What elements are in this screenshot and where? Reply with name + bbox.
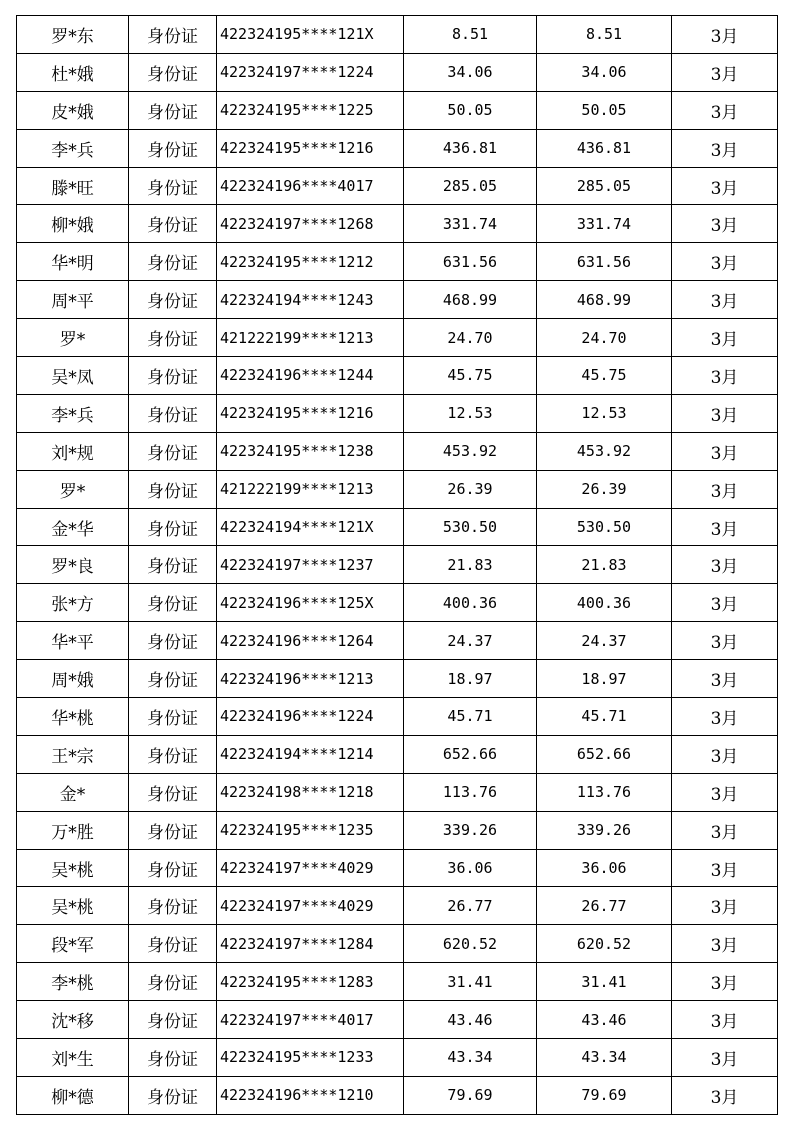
amount-cell: 339.26: [404, 811, 537, 849]
person-name-cell: 金*华: [17, 508, 129, 546]
amount-cell: 34.06: [404, 53, 537, 91]
month-cell: 3月: [672, 622, 778, 660]
id-number-cell: 422324194****1243: [217, 281, 404, 319]
table-row: [17, 167, 778, 205]
table-row: [17, 16, 778, 54]
amount-cell: 45.71: [404, 698, 537, 736]
amount-paid-cell: 331.74: [537, 205, 672, 243]
id-number-cell: 422324198****1218: [217, 773, 404, 811]
id-type-cell: 身份证: [129, 319, 217, 357]
amount-paid-cell: 530.50: [537, 508, 672, 546]
month-cell: 3月: [672, 773, 778, 811]
amount-cell: 21.83: [404, 546, 537, 584]
amount-paid-cell: 468.99: [537, 281, 672, 319]
amount-cell: 36.06: [404, 849, 537, 887]
id-number-cell: 422324197****1268: [217, 205, 404, 243]
id-number-cell: 422324197****4029: [217, 849, 404, 887]
table-row: [17, 91, 778, 129]
month-cell: 3月: [672, 205, 778, 243]
amount-cell: 331.74: [404, 205, 537, 243]
table-row: [17, 508, 778, 546]
person-name-cell: 李*兵: [17, 394, 129, 432]
amount-cell: 31.41: [404, 963, 537, 1001]
table-row: [17, 357, 778, 395]
month-cell: 3月: [672, 357, 778, 395]
person-name-cell: 王*宗: [17, 735, 129, 773]
amount-paid-cell: 45.75: [537, 357, 672, 395]
id-type-cell: 身份证: [129, 281, 217, 319]
id-number-cell: 422324196****1224: [217, 698, 404, 736]
id-type-cell: 身份证: [129, 546, 217, 584]
id-type-cell: 身份证: [129, 698, 217, 736]
id-number-cell: 422324197****1224: [217, 53, 404, 91]
table-row: [17, 773, 778, 811]
id-number-cell: 422324195****1233: [217, 1039, 404, 1077]
person-name-cell: 罗*东: [17, 16, 129, 54]
amount-paid-cell: 43.34: [537, 1039, 672, 1077]
month-cell: 3月: [672, 129, 778, 167]
id-number-cell: 422324195****121X: [217, 16, 404, 54]
id-type-cell: 身份证: [129, 887, 217, 925]
id-type-cell: 身份证: [129, 243, 217, 281]
id-type-cell: 身份证: [129, 925, 217, 963]
person-name-cell: 段*军: [17, 925, 129, 963]
person-name-cell: 皮*娥: [17, 91, 129, 129]
person-name-cell: 周*平: [17, 281, 129, 319]
id-number-cell: 422324195****1216: [217, 129, 404, 167]
amount-paid-cell: 400.36: [537, 584, 672, 622]
id-type-cell: 身份证: [129, 167, 217, 205]
table-row: [17, 205, 778, 243]
person-name-cell: 周*娥: [17, 660, 129, 698]
document-sheet: [16, 15, 778, 1115]
amount-cell: 45.75: [404, 357, 537, 395]
id-number-cell: 422324195****1225: [217, 91, 404, 129]
month-cell: 3月: [672, 167, 778, 205]
table-row: [17, 698, 778, 736]
amount-paid-cell: 26.77: [537, 887, 672, 925]
person-name-cell: 李*兵: [17, 129, 129, 167]
person-name-cell: 吴*凤: [17, 357, 129, 395]
month-cell: 3月: [672, 735, 778, 773]
person-name-cell: 张*方: [17, 584, 129, 622]
amount-cell: 453.92: [404, 432, 537, 470]
id-type-cell: 身份证: [129, 1001, 217, 1039]
month-cell: 3月: [672, 660, 778, 698]
id-type-cell: 身份证: [129, 91, 217, 129]
person-name-cell: 柳*德: [17, 1076, 129, 1114]
amount-cell: 18.97: [404, 660, 537, 698]
table-row: [17, 432, 778, 470]
table-body: [17, 16, 778, 1115]
id-type-cell: 身份证: [129, 205, 217, 243]
amount-cell: 43.46: [404, 1001, 537, 1039]
amount-paid-cell: 113.76: [537, 773, 672, 811]
person-name-cell: 吴*桃: [17, 887, 129, 925]
amount-cell: 652.66: [404, 735, 537, 773]
person-name-cell: 刘*生: [17, 1039, 129, 1077]
month-cell: 3月: [672, 281, 778, 319]
table-row: [17, 1001, 778, 1039]
person-name-cell: 华*桃: [17, 698, 129, 736]
month-cell: 3月: [672, 394, 778, 432]
month-cell: 3月: [672, 698, 778, 736]
table-row: [17, 584, 778, 622]
amount-cell: 631.56: [404, 243, 537, 281]
person-name-cell: 柳*娥: [17, 205, 129, 243]
amount-paid-cell: 21.83: [537, 546, 672, 584]
person-name-cell: 罗*良: [17, 546, 129, 584]
amount-paid-cell: 652.66: [537, 735, 672, 773]
person-name-cell: 罗*: [17, 319, 129, 357]
id-number-cell: 422324194****121X: [217, 508, 404, 546]
amount-paid-cell: 8.51: [537, 16, 672, 54]
table-row: [17, 546, 778, 584]
id-number-cell: 422324196****1264: [217, 622, 404, 660]
amount-paid-cell: 12.53: [537, 394, 672, 432]
id-number-cell: 422324197****4017: [217, 1001, 404, 1039]
table-row: [17, 660, 778, 698]
id-type-cell: 身份证: [129, 53, 217, 91]
amount-cell: 24.70: [404, 319, 537, 357]
id-type-cell: 身份证: [129, 773, 217, 811]
month-cell: 3月: [672, 925, 778, 963]
person-name-cell: 金*: [17, 773, 129, 811]
amount-paid-cell: 436.81: [537, 129, 672, 167]
month-cell: 3月: [672, 963, 778, 1001]
payment-table: [16, 15, 778, 1115]
person-name-cell: 吴*桃: [17, 849, 129, 887]
id-number-cell: 422324196****1244: [217, 357, 404, 395]
month-cell: 3月: [672, 546, 778, 584]
month-cell: 3月: [672, 243, 778, 281]
amount-paid-cell: 24.37: [537, 622, 672, 660]
id-type-cell: 身份证: [129, 432, 217, 470]
month-cell: 3月: [672, 432, 778, 470]
month-cell: 3月: [672, 584, 778, 622]
table-row: [17, 243, 778, 281]
month-cell: 3月: [672, 16, 778, 54]
amount-cell: 468.99: [404, 281, 537, 319]
amount-cell: 43.34: [404, 1039, 537, 1077]
amount-cell: 24.37: [404, 622, 537, 660]
amount-paid-cell: 50.05: [537, 91, 672, 129]
amount-paid-cell: 31.41: [537, 963, 672, 1001]
amount-cell: 79.69: [404, 1076, 537, 1114]
id-type-cell: 身份证: [129, 357, 217, 395]
id-type-cell: 身份证: [129, 660, 217, 698]
amount-paid-cell: 26.39: [537, 470, 672, 508]
month-cell: 3月: [672, 319, 778, 357]
amount-paid-cell: 620.52: [537, 925, 672, 963]
amount-paid-cell: 45.71: [537, 698, 672, 736]
table-row: [17, 622, 778, 660]
id-type-cell: 身份证: [129, 811, 217, 849]
id-number-cell: 422324194****1214: [217, 735, 404, 773]
amount-paid-cell: 43.46: [537, 1001, 672, 1039]
amount-paid-cell: 285.05: [537, 167, 672, 205]
id-type-cell: 身份证: [129, 1076, 217, 1114]
person-name-cell: 华*平: [17, 622, 129, 660]
id-type-cell: 身份证: [129, 963, 217, 1001]
id-number-cell: 422324195****1235: [217, 811, 404, 849]
amount-cell: 530.50: [404, 508, 537, 546]
month-cell: 3月: [672, 508, 778, 546]
month-cell: 3月: [672, 811, 778, 849]
month-cell: 3月: [672, 1039, 778, 1077]
id-type-cell: 身份证: [129, 394, 217, 432]
table-row: [17, 963, 778, 1001]
amount-paid-cell: 36.06: [537, 849, 672, 887]
table-row: [17, 887, 778, 925]
amount-cell: 285.05: [404, 167, 537, 205]
table-row: [17, 849, 778, 887]
id-number-cell: 422324196****1210: [217, 1076, 404, 1114]
id-type-cell: 身份证: [129, 129, 217, 167]
amount-paid-cell: 453.92: [537, 432, 672, 470]
amount-paid-cell: 79.69: [537, 1076, 672, 1114]
amount-cell: 8.51: [404, 16, 537, 54]
id-type-cell: 身份证: [129, 470, 217, 508]
id-number-cell: 422324197****4029: [217, 887, 404, 925]
person-name-cell: 刘*规: [17, 432, 129, 470]
month-cell: 3月: [672, 1001, 778, 1039]
month-cell: 3月: [672, 849, 778, 887]
id-type-cell: 身份证: [129, 735, 217, 773]
person-name-cell: 罗*: [17, 470, 129, 508]
amount-paid-cell: 34.06: [537, 53, 672, 91]
id-type-cell: 身份证: [129, 584, 217, 622]
month-cell: 3月: [672, 1076, 778, 1114]
amount-cell: 50.05: [404, 91, 537, 129]
person-name-cell: 万*胜: [17, 811, 129, 849]
table-row: [17, 1076, 778, 1114]
id-number-cell: 422324195****1238: [217, 432, 404, 470]
table-row: [17, 129, 778, 167]
id-number-cell: 422324195****1212: [217, 243, 404, 281]
id-number-cell: 422324196****125X: [217, 584, 404, 622]
person-name-cell: 杜*娥: [17, 53, 129, 91]
month-cell: 3月: [672, 887, 778, 925]
amount-cell: 26.39: [404, 470, 537, 508]
amount-paid-cell: 631.56: [537, 243, 672, 281]
id-type-cell: 身份证: [129, 508, 217, 546]
month-cell: 3月: [672, 91, 778, 129]
table-row: [17, 281, 778, 319]
table-row: [17, 811, 778, 849]
id-number-cell: 422324196****4017: [217, 167, 404, 205]
amount-paid-cell: 18.97: [537, 660, 672, 698]
table-row: [17, 470, 778, 508]
id-type-cell: 身份证: [129, 16, 217, 54]
id-number-cell: 422324197****1237: [217, 546, 404, 584]
id-number-cell: 421222199****1213: [217, 470, 404, 508]
amount-paid-cell: 339.26: [537, 811, 672, 849]
person-name-cell: 华*明: [17, 243, 129, 281]
id-number-cell: 422324195****1283: [217, 963, 404, 1001]
id-type-cell: 身份证: [129, 1039, 217, 1077]
id-number-cell: 421222199****1213: [217, 319, 404, 357]
id-number-cell: 422324196****1213: [217, 660, 404, 698]
table-row: [17, 319, 778, 357]
person-name-cell: 李*桃: [17, 963, 129, 1001]
person-name-cell: 滕*旺: [17, 167, 129, 205]
id-type-cell: 身份证: [129, 849, 217, 887]
table-row: [17, 394, 778, 432]
amount-cell: 26.77: [404, 887, 537, 925]
amount-cell: 12.53: [404, 394, 537, 432]
amount-paid-cell: 24.70: [537, 319, 672, 357]
amount-cell: 436.81: [404, 129, 537, 167]
amount-cell: 113.76: [404, 773, 537, 811]
month-cell: 3月: [672, 53, 778, 91]
month-cell: 3月: [672, 470, 778, 508]
amount-cell: 400.36: [404, 584, 537, 622]
table-row: [17, 925, 778, 963]
table-row: [17, 735, 778, 773]
id-number-cell: 422324195****1216: [217, 394, 404, 432]
id-type-cell: 身份证: [129, 622, 217, 660]
table-row: [17, 1039, 778, 1077]
amount-cell: 620.52: [404, 925, 537, 963]
table-row: [17, 53, 778, 91]
person-name-cell: 沈*移: [17, 1001, 129, 1039]
id-number-cell: 422324197****1284: [217, 925, 404, 963]
